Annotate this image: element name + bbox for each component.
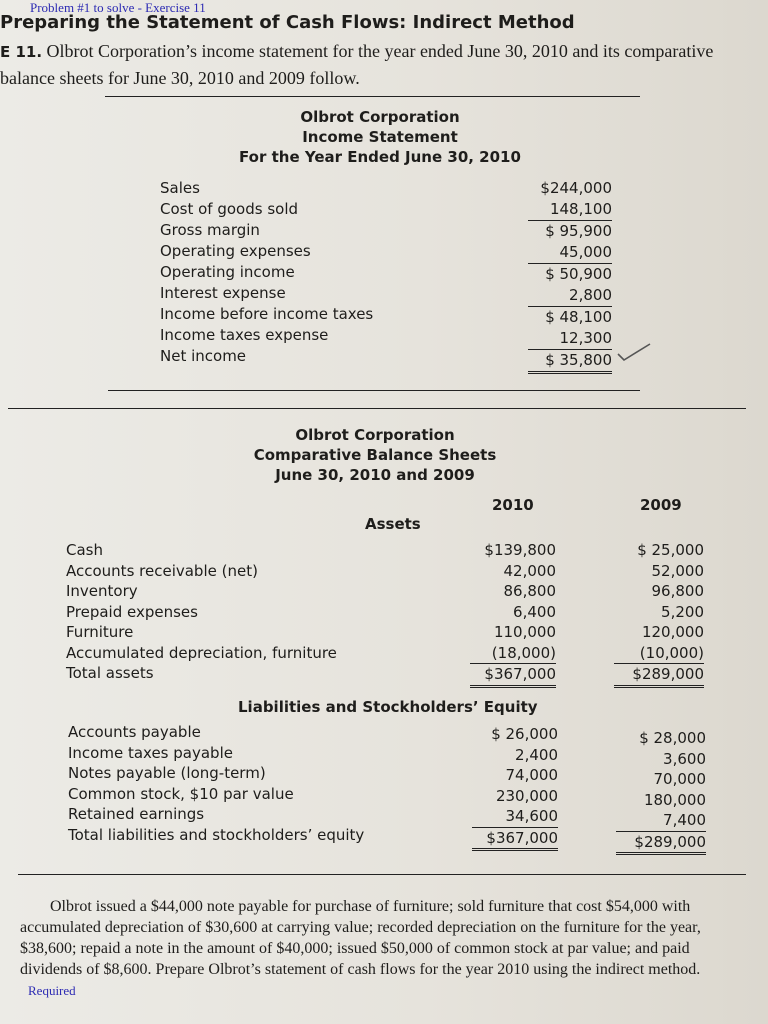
- footer-paragraph: [20, 896, 750, 1001]
- is-row-amount: $ 50,900: [545, 265, 612, 283]
- exercise-number: E 11.: [0, 43, 43, 61]
- asset-2009-value: $ 25,000: [637, 541, 704, 559]
- divider-bottom: [18, 874, 746, 875]
- is-row-label: Gross margin: [160, 221, 260, 239]
- is-labels: [160, 178, 480, 367]
- liab-2010-value: 74,000: [505, 766, 558, 784]
- is-company: Olbrot Corporation: [300, 108, 460, 126]
- asset-2009-value: 5,200: [661, 602, 704, 621]
- is-row-amount: $ 35,800: [528, 350, 612, 374]
- is-row-amount: 12,300: [528, 328, 612, 350]
- liab-2009-value: 180,000: [643, 790, 706, 809]
- asset-2009-value: 96,800: [651, 582, 704, 600]
- asset-label: Accounts receivable (net): [66, 561, 258, 580]
- assets-2010: [470, 540, 556, 688]
- bs-liab-heading: Liabilities and Stockholders’ Equity: [238, 698, 538, 716]
- bs-title: Comparative Balance Sheets: [253, 446, 497, 464]
- is-title: Income Statement: [302, 128, 458, 146]
- bs-col-2009: 2009: [640, 496, 682, 514]
- divider-section: [8, 408, 746, 409]
- asset-2009-value: 120,000: [641, 623, 704, 641]
- is-row-label: Interest expense: [160, 284, 286, 302]
- asset-2010-value: $367,000: [470, 664, 556, 688]
- liab-2010-value: 230,000: [495, 786, 558, 805]
- bs-date: June 30, 2010 and 2009: [275, 466, 475, 484]
- liab-2009-value: $ 28,000: [639, 729, 706, 747]
- liab-label: Retained earnings: [68, 805, 205, 823]
- assets-labels: [66, 540, 446, 684]
- assets-2009: [614, 540, 704, 688]
- is-row-amount: $ 95,900: [545, 222, 612, 240]
- bs-assets-heading: Assets: [365, 515, 421, 533]
- asset-2009-value: 52,000: [651, 561, 704, 580]
- is-row-label: Net income: [160, 347, 247, 365]
- asset-label: Cash: [66, 541, 103, 559]
- liab-2010-value: 34,600: [472, 806, 558, 828]
- liab-2010: [472, 724, 558, 851]
- asset-2010-value: 42,000: [503, 561, 556, 580]
- asset-2010-value: (18,000): [470, 643, 556, 665]
- liab-2010-value: 2,400: [515, 745, 558, 764]
- exercise-intro: [0, 38, 760, 91]
- liab-2009-value: 70,000: [653, 770, 706, 788]
- is-row-amount: $ 48,100: [545, 308, 612, 326]
- asset-label: Furniture: [66, 623, 134, 641]
- is-row-amount: 2,800: [528, 285, 612, 307]
- liab-2009-value: 3,600: [663, 749, 706, 768]
- section-heading: Preparing the Statement of Cash Flows: Indirect Method: [0, 12, 575, 33]
- asset-2009-value: $289,000: [614, 664, 704, 688]
- asset-label: Total assets: [66, 664, 154, 682]
- liab-label: Total liabilities and stockholders’ equity: [68, 825, 365, 844]
- asset-2010-value: $139,800: [484, 541, 556, 559]
- asset-label: Accumulated depreciation, furniture: [66, 643, 337, 662]
- is-row-label: Sales: [160, 179, 200, 197]
- asset-2009-value: (10,000): [614, 643, 704, 665]
- liab-labels: [68, 722, 458, 845]
- is-row-amount: 148,100: [528, 199, 612, 221]
- bs-col-2010: 2010: [492, 496, 534, 514]
- liab-2009-value: $289,000: [616, 832, 706, 856]
- asset-label: Prepaid expenses: [66, 602, 198, 621]
- divider-top: [105, 96, 640, 97]
- is-period: For the Year Ended June 30, 2010: [239, 148, 521, 166]
- asset-2010-value: 86,800: [503, 582, 556, 600]
- is-row-amount: $244,000: [540, 179, 612, 197]
- liab-label: Accounts payable: [68, 723, 201, 741]
- liab-label: Common stock, $10 par value: [68, 784, 294, 803]
- is-amounts: [528, 178, 612, 374]
- is-row-label: Operating expenses: [160, 242, 311, 260]
- liab-2009: [616, 728, 706, 855]
- is-row-label: Income taxes expense: [160, 326, 329, 344]
- is-row-amount: 45,000: [528, 242, 612, 264]
- liab-2010-value: $ 26,000: [491, 725, 558, 743]
- is-row-label: Cost of goods sold: [160, 200, 299, 218]
- footer-text: Olbrot issued a $44,000 note payable for purchase of furniture; sold furniture that cost $54,000 with accumulated depreciation of $30,600 at carrying value; recorded depreciation on the furniture for the year, $38,600; repaid a note in the amount of $40,000; issued $50,000 of common stock at par value; and paid dividends of $8,600. Prepare Olbrot’s statement of cash flows for the year 2010 using the indirect method.: [20, 898, 701, 978]
- divider-is-end: [108, 390, 640, 391]
- exercise-text: Olbrot Corporation’s income statement for the year ended June 30, 2010 and its comparative balance sheets for June 30, 2010 and 2009 follow.: [0, 41, 714, 88]
- is-row-label: Operating income: [160, 263, 295, 281]
- liab-label: Income taxes payable: [68, 743, 233, 762]
- asset-2010-value: 6,400: [513, 602, 556, 621]
- bs-company: Olbrot Corporation: [295, 426, 455, 444]
- asset-2010-value: 110,000: [493, 623, 556, 641]
- check-mark-icon: [614, 340, 654, 364]
- liab-2009-value: 7,400: [616, 810, 706, 832]
- asset-label: Inventory: [66, 582, 138, 600]
- liab-label: Notes payable (long-term): [68, 764, 266, 782]
- problem-note: Problem #1 to solve - Exercise 11: [30, 0, 206, 15]
- is-row-label: Income before income taxes: [160, 305, 374, 323]
- liab-2010-value: $367,000: [472, 828, 558, 852]
- required-link[interactable]: Required: [28, 983, 76, 998]
